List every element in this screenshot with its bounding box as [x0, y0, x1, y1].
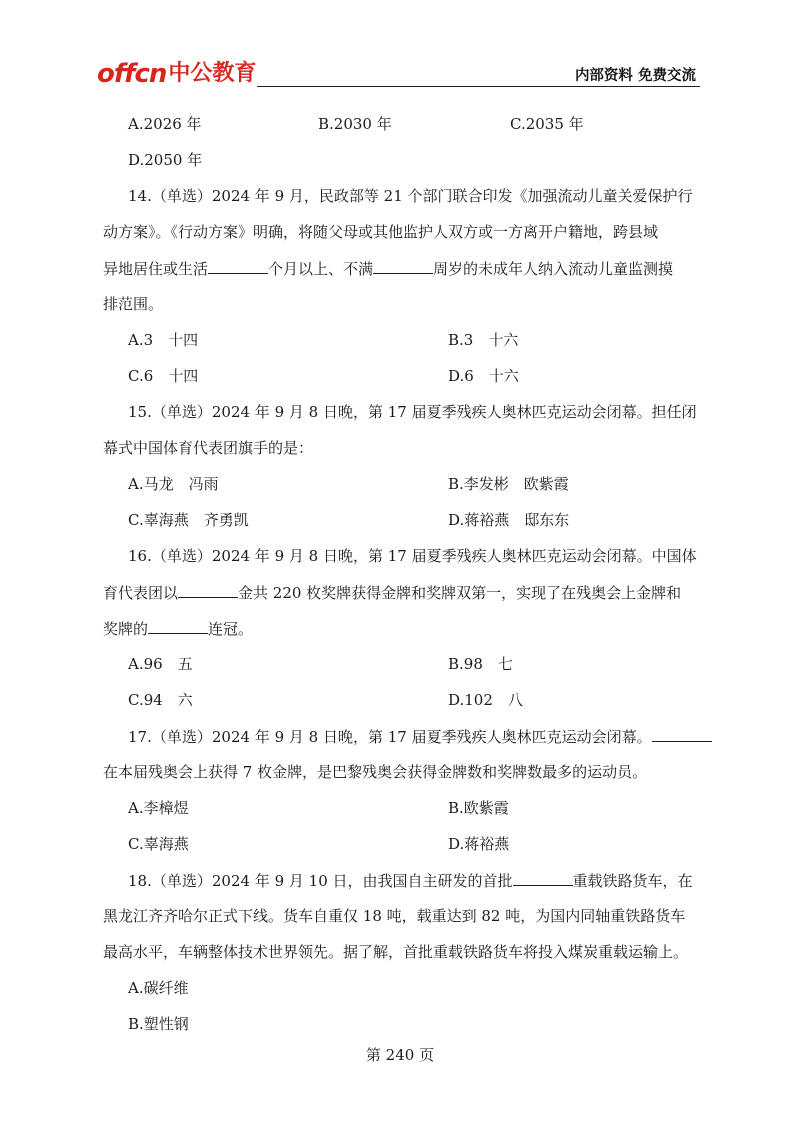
q13-option-c: C.2035 年	[510, 115, 584, 133]
q16-option-c: C.94 六	[128, 691, 193, 709]
q15-option-c: C.辜海燕 齐勇凯	[128, 511, 249, 529]
q18-text-b: 重载铁路货车，在	[572, 872, 693, 890]
q16-line-2	[103, 582, 703, 618]
q17-option-d: D.蒋裕燕	[448, 835, 510, 853]
q18-blank-1	[513, 870, 573, 886]
q15-line-1: 15.（单选）2024 年 9 月 8 日晚，第 17 届夏季残疾人奥林匹克运动会闭幕。担任闭	[128, 403, 697, 421]
q16-blank-2	[148, 618, 208, 634]
q14-line-1: 14.（单选）2024 年 9 月，民政部等 21 个部门联合印发《加强流动儿童关爱保护行	[128, 187, 693, 205]
q14-text-a: 异地居住或生活	[103, 260, 209, 278]
q18-line-3: 最高水平，车辆整体技术世界领先。据了解，首批重载铁路货车将投入煤炭重载运输上。	[103, 943, 689, 961]
q16-line-1: 16.（单选）2024 年 9 月 8 日晚，第 17 届夏季残疾人奥林匹克运动会闭幕。中国体	[128, 547, 697, 565]
q17-options-row1	[103, 798, 703, 834]
q17-option-b: B.欧紫霞	[448, 799, 509, 817]
q16-text-d: 连冠。	[208, 620, 254, 638]
q15-line-2: 幕式中国体育代表团旗手的是：	[103, 439, 314, 457]
q17-option-c: C.辜海燕	[128, 835, 189, 853]
q14-option-d: D.6 十六	[448, 367, 519, 385]
page-number: 第 240 页	[365, 1046, 435, 1064]
q14-option-c: C.6 十四	[128, 367, 199, 385]
q14-text-b: 个月以上、不满	[268, 260, 374, 278]
q16-option-b: B.98 七	[448, 655, 513, 673]
q13-option-d: D.2050 年	[128, 151, 203, 169]
q16-text-a: 育代表团以	[103, 584, 179, 602]
q15-option-d: D.蒋裕燕 邸东东	[448, 511, 570, 529]
page-header	[97, 58, 700, 88]
q14-options-row2	[103, 366, 703, 402]
q14-line-3	[103, 258, 703, 294]
q15-option-a: A.马龙 冯雨	[128, 475, 219, 493]
q14-line-4: 排范围。	[103, 295, 164, 313]
q18-text-a: 18.（单选）2024 年 9 月 10 日，由我国自主研发的首批	[128, 872, 513, 890]
q14-text-c: 周岁的未成年人纳入流动儿童监测摸	[433, 260, 674, 278]
q14-option-a: A.3 十四	[128, 331, 199, 349]
page-content	[103, 114, 703, 1050]
q17-options-row2	[103, 834, 703, 870]
q16-text-b: 金共 220 枚奖牌获得金牌和奖牌双第一，实现了在残奥会上金牌和	[238, 584, 682, 602]
q14-blank-1	[208, 258, 268, 274]
q16-options-row1	[103, 654, 703, 690]
q13-options-row1	[103, 114, 703, 150]
q18-option-a: A.碳纤维	[128, 979, 189, 997]
q14-option-b: B.3 十六	[448, 331, 519, 349]
q15-options-row1	[103, 474, 703, 510]
q14-options-row1	[103, 330, 703, 366]
header-rule	[257, 86, 700, 87]
q18-options-row1	[103, 978, 703, 1014]
q17-line-1	[103, 726, 703, 762]
q16-option-a: A.96 五	[128, 655, 193, 673]
q17-line-2: 在本届残奥会上获得 7 枚金牌，是巴黎残奥会获得金牌数和奖牌数最多的运动员。	[103, 763, 648, 781]
q15-options-row2	[103, 510, 703, 546]
q17-blank-1	[652, 726, 712, 742]
logo-en: offcn	[97, 59, 167, 89]
offcn-logo	[97, 58, 256, 88]
q18-option-b: B.塑性钢	[128, 1015, 189, 1033]
q16-text-c: 奖牌的	[103, 620, 149, 638]
q13-option-b: B.2030 年	[318, 115, 392, 133]
logo-cn: 中公教育	[168, 61, 257, 86]
q18-line-2: 黑龙江齐齐哈尔正式下线。货车自重仅 18 吨，载重达到 82 吨，为国内同轴重铁路货车	[103, 907, 686, 925]
q16-options-row2	[103, 690, 703, 726]
q17-text-a: 17.（单选）2024 年 9 月 8 日晚，第 17 届夏季残疾人奥林匹克运动会闭幕。	[128, 728, 652, 746]
q14-blank-2	[373, 258, 433, 274]
q15-option-b: B.李发彬 欧紫霞	[448, 475, 569, 493]
q17-option-a: A.李樟煜	[128, 799, 189, 817]
q14-line-2: 动方案》。《行动方案》明确，将随父母或其他监护人双方或一方离开户籍地，跨县域	[103, 223, 659, 241]
q18-line-1	[103, 870, 703, 906]
q16-blank-1	[178, 582, 238, 598]
header-note: 内部资料 免费交流	[574, 68, 696, 84]
q13-option-a: A.2026 年	[128, 115, 202, 133]
q16-option-d: D.102 八	[448, 691, 523, 709]
q16-line-3	[103, 618, 703, 654]
q13-options-row2	[103, 150, 703, 186]
